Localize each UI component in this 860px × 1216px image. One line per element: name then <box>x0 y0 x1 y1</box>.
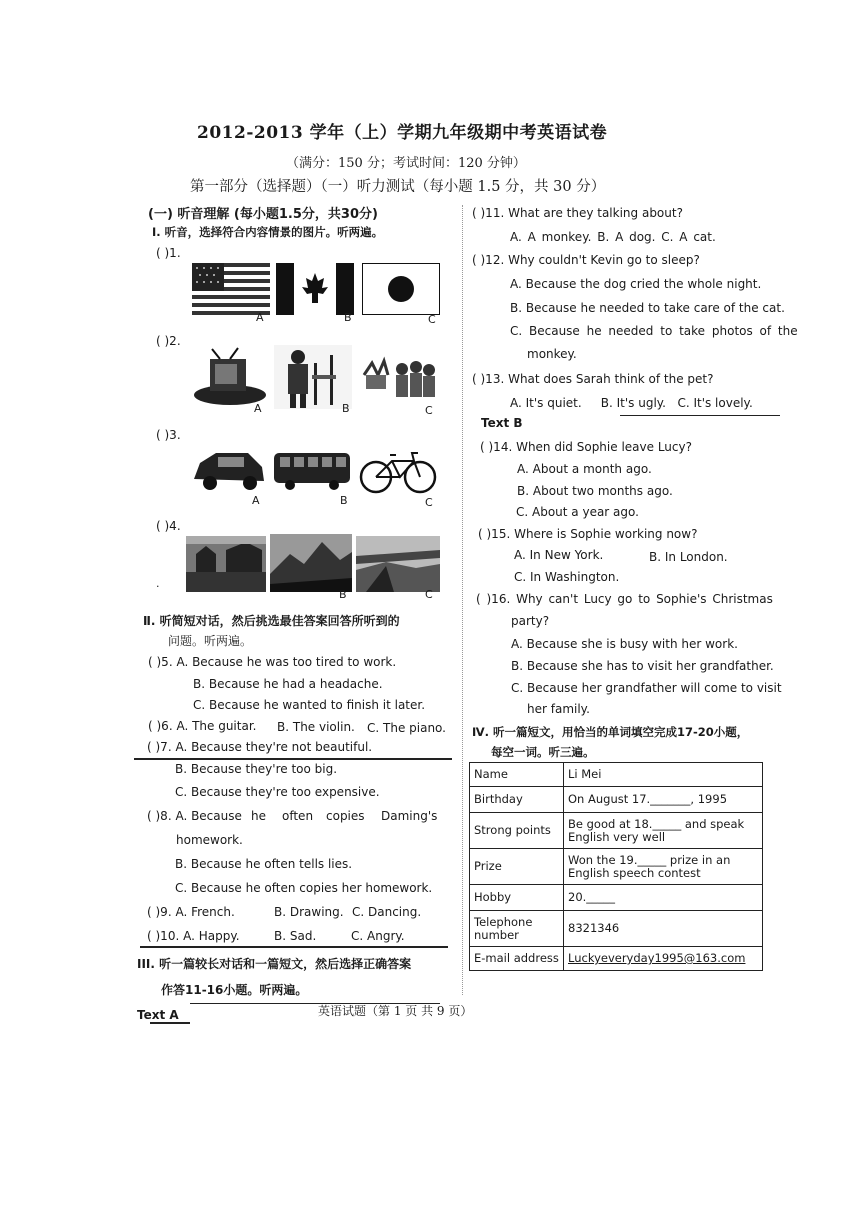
usa-flag-picture <box>192 263 270 315</box>
canada-flag-picture <box>276 263 354 315</box>
table-row <box>470 763 763 787</box>
q4-label-c: C <box>425 588 433 601</box>
question-12-option-a: A. Because the dog cried the whole night. <box>510 277 762 291</box>
section-i-heading: Ⅰ. 听音，选择符合内容情景的图片。听两遍。 <box>152 225 384 239</box>
q4-bullet: · <box>156 580 160 593</box>
text-b-heading: Text B <box>481 416 523 430</box>
table-key: Telephone number <box>470 911 564 947</box>
section-ii-heading-line2: 问题。听两遍。 <box>168 634 253 648</box>
section-iii-heading-line2: 作答11-16小题。听两遍。 <box>161 983 308 997</box>
section-iii-heading-line1: III. 听一篇较长对话和一篇短文，然后选择正确答案 <box>137 957 412 971</box>
bicycle-picture <box>356 443 440 497</box>
landmark-picture-a <box>186 536 266 592</box>
table-row <box>470 947 763 971</box>
question-16-option-c: C. Because her grandfather will come to visit <box>511 681 782 695</box>
table-key: Strong points <box>470 813 564 849</box>
question-8-word-copies: copies <box>326 809 365 823</box>
question-8-option-c: C. Because he often copies her homework. <box>175 881 433 895</box>
question-8-word-he: he <box>251 809 266 823</box>
question-15-option-c: C. In Washington. <box>514 570 620 584</box>
q3-label-a: A <box>252 494 260 507</box>
guitar-player-picture <box>274 345 352 409</box>
question-10-option-c: C. Angry. <box>351 929 405 943</box>
q1-label-c: C <box>428 313 436 326</box>
question-15-option-a: A. In New York. <box>514 548 604 562</box>
question-9-option-b: B. Drawing. <box>274 905 344 919</box>
q3-label-c: C <box>425 496 433 509</box>
question-15: ( )15. Where is Sophie working now? <box>478 527 698 541</box>
divider-line <box>134 758 452 760</box>
page-footer: 英语试题（第 1 页 共 9 页） <box>318 1004 473 1018</box>
table-row <box>470 911 763 947</box>
table-row <box>470 813 763 849</box>
q4-label-b: B <box>339 588 347 601</box>
landmark-picture-c <box>356 536 440 592</box>
question-3: ( )3. <box>156 428 181 442</box>
question-16-cont: party? <box>511 614 550 628</box>
car-picture <box>190 443 268 493</box>
section-iv-heading-line1: Ⅳ. 听一篇短文，用恰当的单词填空完成17-20小题， <box>472 725 749 739</box>
q2-label-b: B <box>342 402 350 415</box>
question-9-option-c: C. Dancing. <box>352 905 422 919</box>
question-5-option-b: B. Because he had a headache. <box>193 677 383 691</box>
table-row <box>470 849 763 885</box>
landmark-picture-b <box>270 534 352 592</box>
question-14: ( )14. When did Sophie leave Lucy? <box>480 440 692 454</box>
table-value: 8321346 <box>564 911 763 947</box>
question-8-a-cont: homework. <box>176 833 243 847</box>
question-13-options: A. It's quiet. B. It's ugly. C. It's lovely. <box>510 396 753 410</box>
question-7-option-c: C. Because they're too expensive. <box>175 785 380 799</box>
q3-label-b: B <box>340 494 348 507</box>
question-7: ( )7. A. Because they're not beautiful. <box>147 740 373 754</box>
q1-label-a: A <box>256 311 264 324</box>
question-15-option-b: B. In London. <box>649 550 728 564</box>
question-13: ( )13. What does Sarah think of the pet? <box>472 372 714 386</box>
question-14-option-a: A. About a month ago. <box>517 462 652 476</box>
question-1: ( )1. <box>156 246 181 260</box>
question-16-option-b: B. Because she has to visit her grandfather. <box>511 659 774 673</box>
question-12-option-b: B. Because he needed to take care of the cat. <box>510 301 785 315</box>
question-11: ( )11. What are they talking about? <box>472 206 683 220</box>
question-8-a: ( )8. A. Because <box>147 809 242 823</box>
question-12-option-c-cont: monkey. <box>527 347 577 361</box>
question-12-option-c: C. Because he needed to take photos of the <box>510 324 798 338</box>
column-divider <box>462 205 463 995</box>
info-table <box>469 762 763 971</box>
section-ii-heading-line1: Ⅱ. 听简短对话，然后挑选最佳答案回答所听到的 <box>143 614 400 628</box>
table-value: Won the 19._____ prize in an English speech contest <box>564 849 763 885</box>
question-10-option-b: B. Sad. <box>274 929 317 943</box>
page-title: 2012-2013 学年（上）学期九年级期中考英语试卷 <box>197 123 608 143</box>
question-6-option-b: B. The violin. <box>277 720 355 734</box>
table-key: Hobby <box>470 885 564 911</box>
question-9: ( )9. A. French. <box>147 905 235 919</box>
section-1-heading: (一) 听音理解 (每小题1.5分，共30分) <box>148 207 378 222</box>
tv-picture <box>190 345 268 409</box>
question-14-option-c: C. About a year ago. <box>516 505 639 519</box>
q2-label-c: C <box>425 404 433 417</box>
question-8-word-often: often <box>282 809 314 823</box>
question-2: ( )2. <box>156 334 181 348</box>
q2-label-a: A <box>254 402 262 415</box>
table-key: E-mail address <box>470 947 564 971</box>
question-11-options: A. A monkey. B. A dog. C. A cat. <box>510 230 716 244</box>
question-6: ( )6. A. The guitar. <box>148 719 257 733</box>
page-subtitle: （满分：150 分；考试时间：120 分钟） <box>286 156 526 171</box>
japan-flag-picture <box>362 263 440 315</box>
question-16-option-c-cont: her family. <box>527 702 590 716</box>
question-14-option-b: B. About two months ago. <box>517 484 673 498</box>
question-5: ( )5. A. Because he was too tired to work. <box>148 655 397 669</box>
table-value: Be good at 18._____ and speak English very well <box>564 813 763 849</box>
right-divider <box>620 415 780 416</box>
question-16-option-a: A. Because she is busy with her work. <box>511 637 738 651</box>
table-value: Luckyeveryday1995@163.com <box>564 947 763 971</box>
part-title: 第一部分（选择题）（一）听力测试（每小题 1.5 分，共 30 分） <box>190 179 606 195</box>
question-16: ( )16. Why can't Lucy go to Sophie's Christmas <box>476 592 773 606</box>
question-7-option-b: B. Because they're too big. <box>175 762 338 776</box>
table-key: Birthday <box>470 787 564 813</box>
table-value: Li Mei <box>564 763 763 787</box>
table-value: On August 17._______, 1995 <box>564 787 763 813</box>
question-8-option-b: B. Because he often tells lies. <box>175 857 353 871</box>
table-value: 20._____ <box>564 885 763 911</box>
question-6-option-c: C. The piano. <box>367 721 446 735</box>
table-row <box>470 885 763 911</box>
table-key: Name <box>470 763 564 787</box>
kids-picture <box>358 345 440 409</box>
text-a-underline <box>150 1022 190 1024</box>
question-8-word-damings: Daming's <box>381 809 438 823</box>
table-row <box>470 787 763 813</box>
question-5-option-c: C. Because he wanted to finish it later. <box>193 698 426 712</box>
question-12: ( )12. Why couldn't Kevin go to sleep? <box>472 253 700 267</box>
question-10: ( )10. A. Happy. <box>147 929 240 943</box>
text-a-heading: Text A <box>137 1008 179 1022</box>
table-key: Prize <box>470 849 564 885</box>
bus-picture <box>272 443 352 493</box>
divider-line-2 <box>140 946 448 948</box>
q1-label-b: B <box>344 311 352 324</box>
question-4: ( )4. <box>156 519 181 533</box>
section-iv-heading-line2: 每空一词。听三遍。 <box>491 745 595 759</box>
